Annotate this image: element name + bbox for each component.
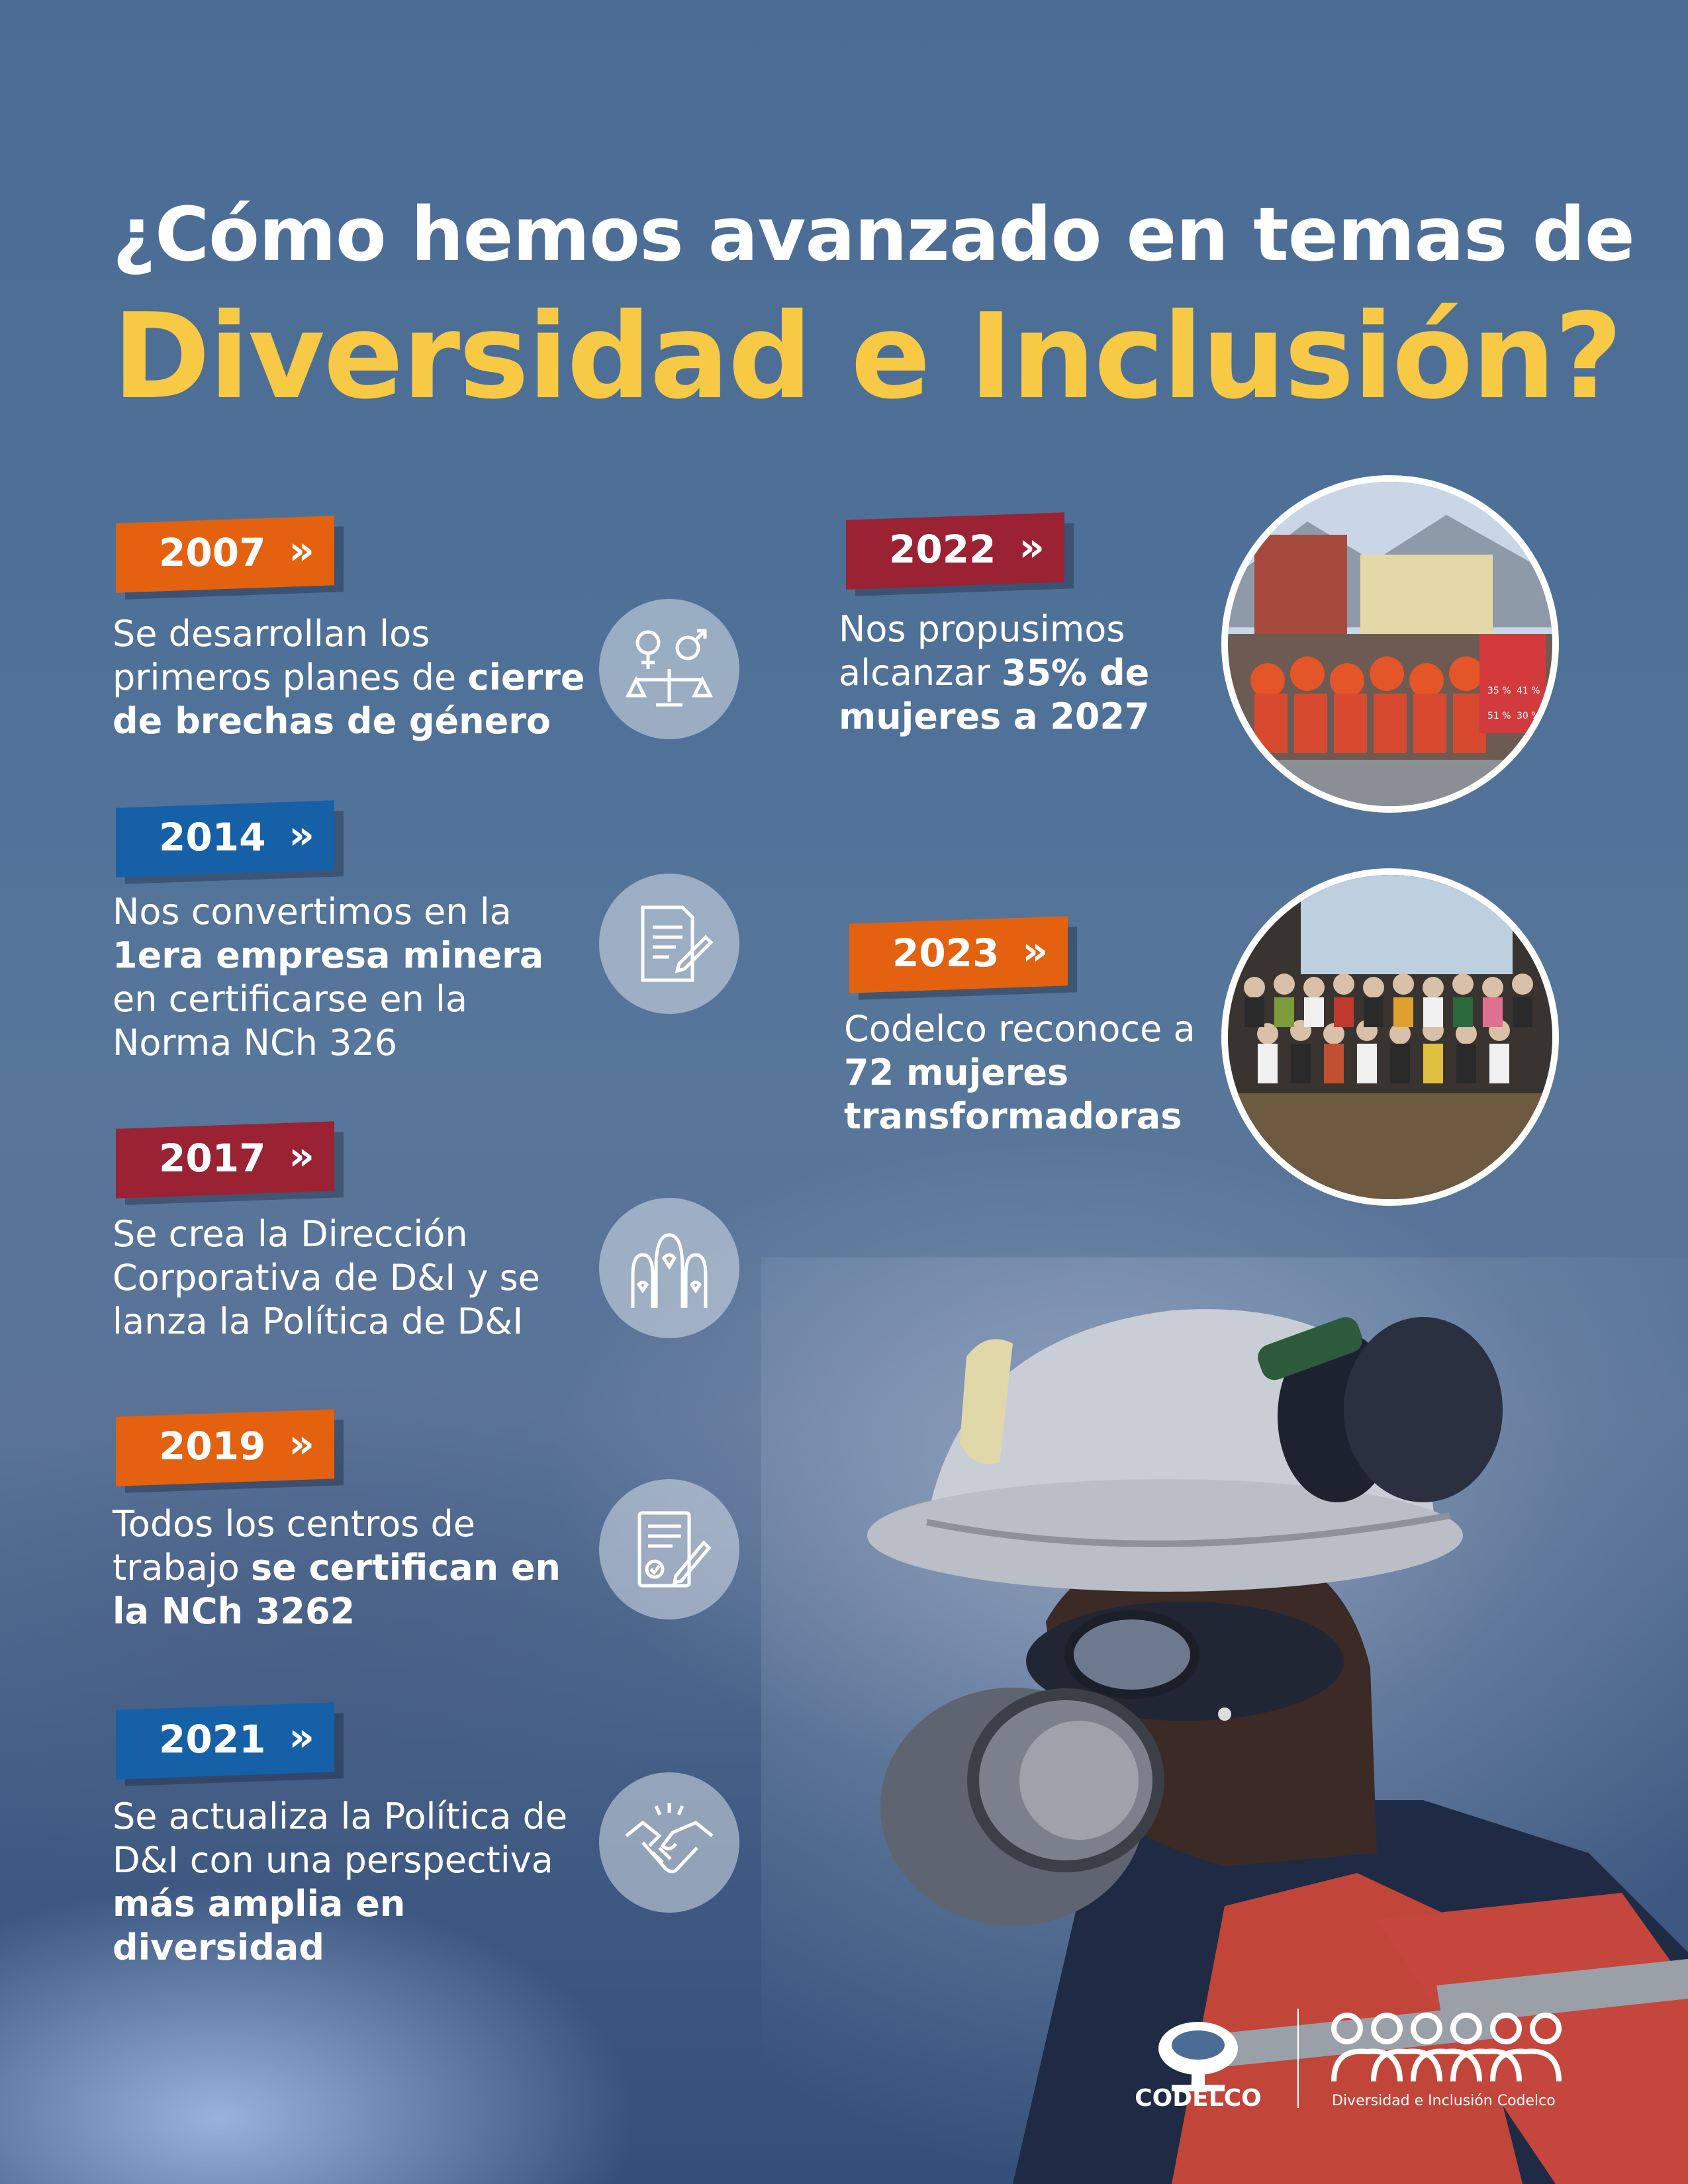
chevron-right-icon: » bbox=[289, 527, 314, 574]
group-photo-mine-site bbox=[1221, 475, 1559, 813]
raised-hands-hearts-icon bbox=[599, 1198, 739, 1338]
milestone-text-2017: Se crea la Dirección Corporativa de D&I y se lanza la Política de D&I bbox=[113, 1213, 540, 1342]
banner-stat: 51 % bbox=[1487, 711, 1511, 721]
year-tag-2023 bbox=[849, 920, 1068, 989]
chevron-right-icon: » bbox=[1022, 928, 1048, 974]
year-label: 2007 bbox=[159, 530, 266, 575]
handshake-icon bbox=[599, 1772, 739, 1913]
banner-stat: 41 % bbox=[1517, 686, 1540, 696]
year-label: 2019 bbox=[159, 1424, 266, 1469]
chevron-right-icon: » bbox=[289, 1714, 314, 1760]
year-label: 2023 bbox=[892, 931, 1000, 976]
year-label: 2021 bbox=[159, 1717, 266, 1762]
codelco-wordmark: CODELCO bbox=[1135, 2085, 1262, 2112]
year-tag-2019 bbox=[116, 1413, 334, 1482]
milestone-text-2023: Codelco reconoce a 72 mujeres transformadoras bbox=[844, 1008, 1196, 1137]
codelco-logo bbox=[1125, 2012, 1271, 2131]
milestone-text-2014: Nos convertimos en la 1era empresa minera en certificarse en la Norma NCh 326 bbox=[113, 891, 544, 1064]
page-title: ¿Cómo hemos avanzado en temas de bbox=[113, 192, 1634, 278]
chevron-right-icon: » bbox=[1019, 524, 1045, 570]
year-tag-2021 bbox=[116, 1706, 334, 1776]
year-label: 2014 bbox=[159, 815, 266, 860]
year-label: 2022 bbox=[889, 527, 996, 572]
banner-stat: 30 % bbox=[1517, 711, 1540, 721]
certificate-check-icon bbox=[599, 1479, 739, 1619]
milestone-text-2007: Se desarrollan los primeros planes de cierre de brechas de género bbox=[113, 613, 585, 742]
milestone-text-2019: Todos los centros de trabajo se certifican en la NCh 3262 bbox=[113, 1503, 561, 1632]
year-label: 2017 bbox=[159, 1136, 266, 1181]
year-tag-2017 bbox=[116, 1125, 334, 1195]
footer-divider bbox=[1297, 2009, 1299, 2108]
document-pen-icon bbox=[599, 874, 739, 1014]
chevron-right-icon: » bbox=[289, 812, 314, 858]
group-photo-event bbox=[1221, 868, 1559, 1206]
gender-balance-icon bbox=[599, 599, 739, 739]
page-title-highlight: Diversidad e Inclusión? bbox=[113, 288, 1622, 425]
year-tag-2022 bbox=[846, 516, 1064, 586]
milestone-text-2022: Nos propusimos alcanzar 35% de mujeres a 2027 bbox=[839, 608, 1150, 737]
chevron-right-icon: » bbox=[289, 1133, 314, 1179]
year-tag-2014 bbox=[116, 804, 334, 874]
diversity-inclusion-label: Diversidad e Inclusión Codelco bbox=[1332, 2093, 1556, 2109]
year-tag-2007 bbox=[116, 520, 334, 589]
chevron-right-icon: » bbox=[289, 1421, 314, 1467]
milestone-text-2021: Se actualiza la Política de D&I con una perspectiva más amplia en diversidad bbox=[113, 1796, 568, 1968]
banner-stat: 35 % bbox=[1487, 686, 1511, 696]
